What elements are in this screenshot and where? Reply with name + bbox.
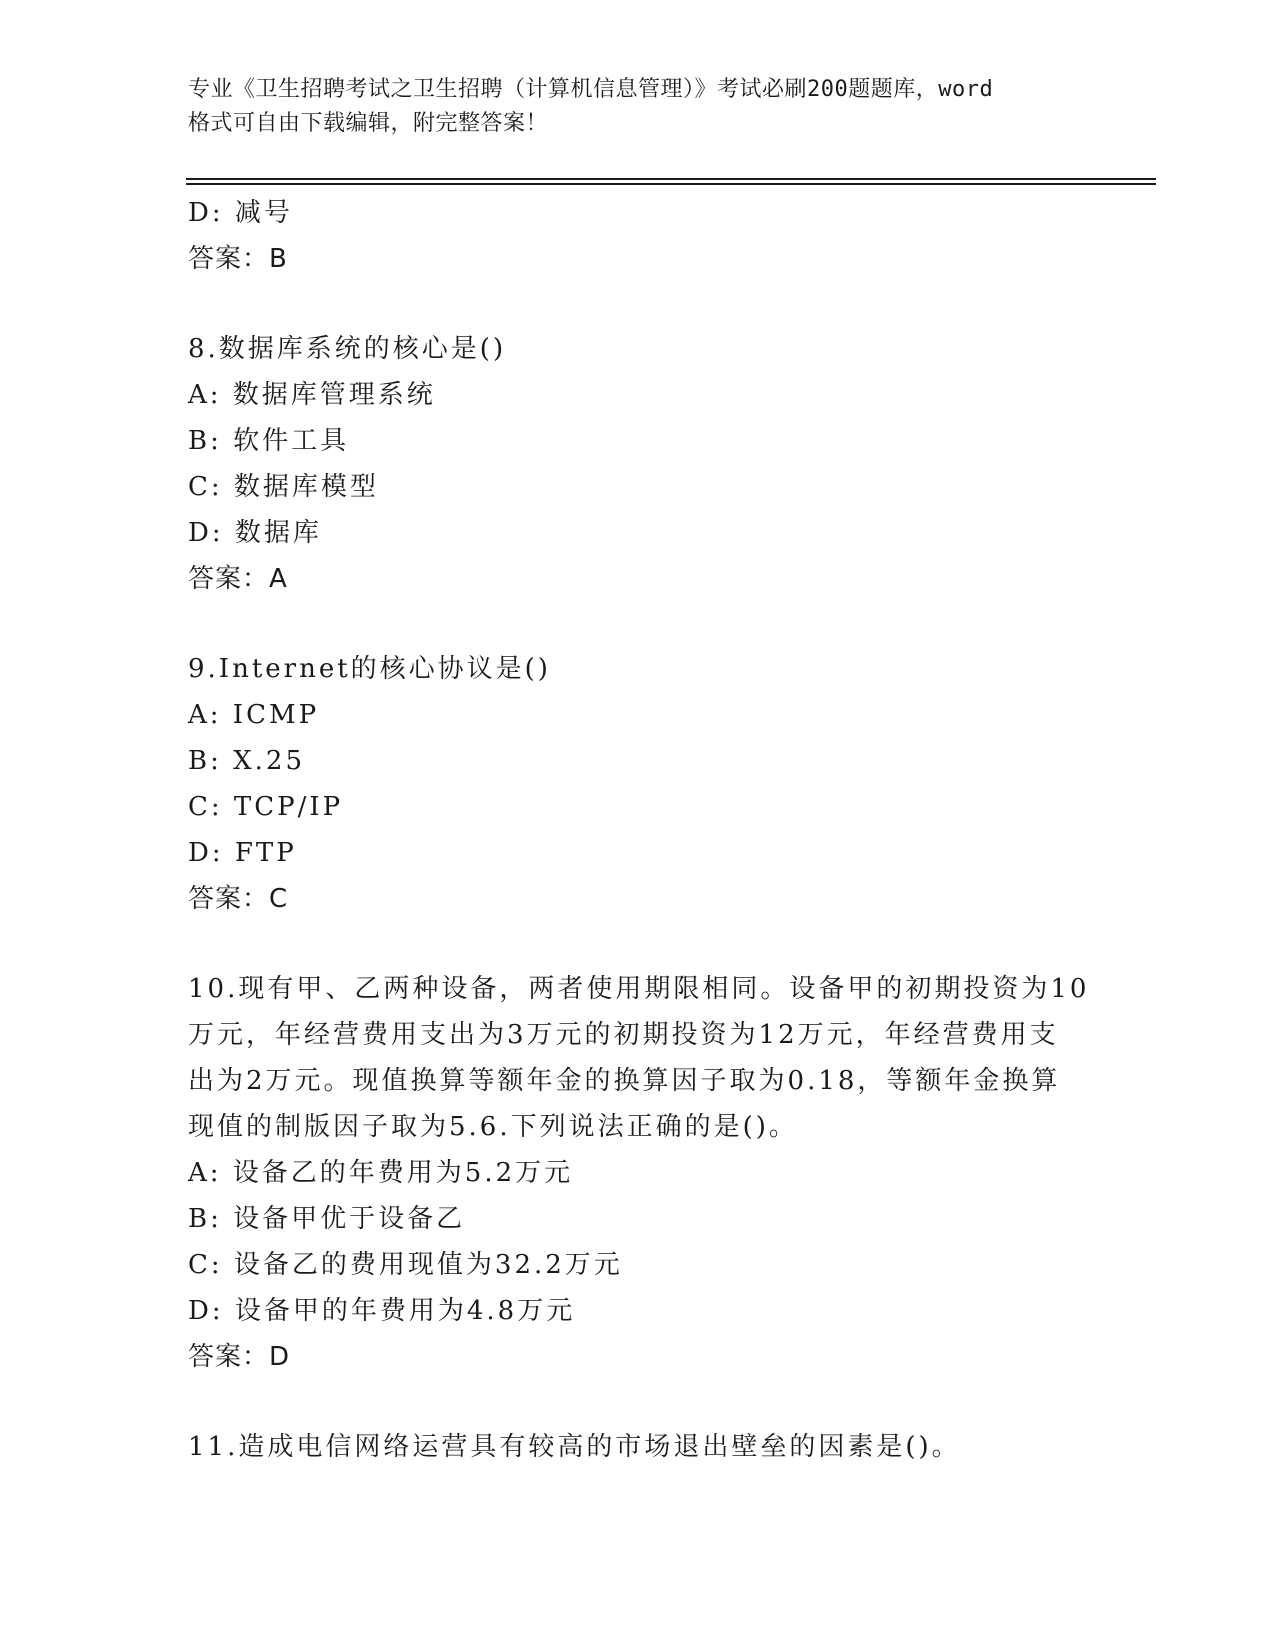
answer-line: 答案：D	[188, 1342, 291, 1372]
question-stem-line-2: 万元，年经营费用支出为3万元的初期投资为12万元，年经营费用支	[188, 1020, 1059, 1050]
option-a: A: ICMP	[188, 700, 320, 730]
option-d: D: 数据库	[188, 518, 322, 548]
question-9	[188, 646, 1088, 922]
option-b: B: 软件工具	[188, 426, 350, 456]
option-d: D: 减号	[188, 198, 293, 228]
header-line-2: 格式可自由下载编辑，附完整答案！	[188, 111, 549, 136]
header-divider-top	[186, 178, 1156, 180]
answer-line: 答案：A	[188, 564, 288, 594]
previous-question-tail	[188, 190, 1088, 282]
option-b: B: 设备甲优于设备乙	[188, 1204, 466, 1234]
header-divider-bottom	[186, 183, 1156, 185]
option-d: D: FTP	[188, 838, 297, 868]
option-b: B: X.25	[188, 746, 305, 776]
question-8	[188, 326, 1088, 602]
question-11	[188, 1424, 1088, 1470]
question-10	[188, 966, 1088, 1380]
question-stem: 9.Internet的核心协议是()	[188, 654, 551, 684]
option-c: C: 设备乙的费用现值为32.2万元	[188, 1250, 623, 1280]
option-d: D: 设备甲的年费用为4.8万元	[188, 1296, 576, 1326]
answer-line: 答案：C	[188, 884, 289, 914]
option-a: A: 设备乙的年费用为5.2万元	[188, 1158, 574, 1188]
option-c: C: TCP/IP	[188, 792, 344, 822]
answer-line: 答案：B	[188, 244, 288, 274]
question-stem: 8.数据库系统的核心是()	[188, 334, 507, 364]
option-a: A: 数据库管理系统	[188, 380, 436, 410]
header-line-1: 专业《卫生招聘考试之卫生招聘（计算机信息管理）》考试必刷200题题库，word	[188, 77, 994, 102]
question-stem: 11.造成电信网络运营具有较高的市场退出壁垒的因素是()。	[188, 1432, 961, 1462]
document-header	[188, 73, 1088, 141]
question-stem-line-1: 10.现有甲、乙两种设备，两者使用期限相同。设备甲的初期投资为10	[188, 974, 1090, 1004]
option-c: C: 数据库模型	[188, 472, 379, 502]
question-stem-line-3: 出为2万元。现值换算等额年金的换算因子取为0.18，等额年金换算	[188, 1066, 1061, 1096]
question-list	[188, 190, 1088, 1470]
question-stem-line-4: 现值的制版因子取为5.6.下列说法正确的是()。	[188, 1112, 798, 1142]
